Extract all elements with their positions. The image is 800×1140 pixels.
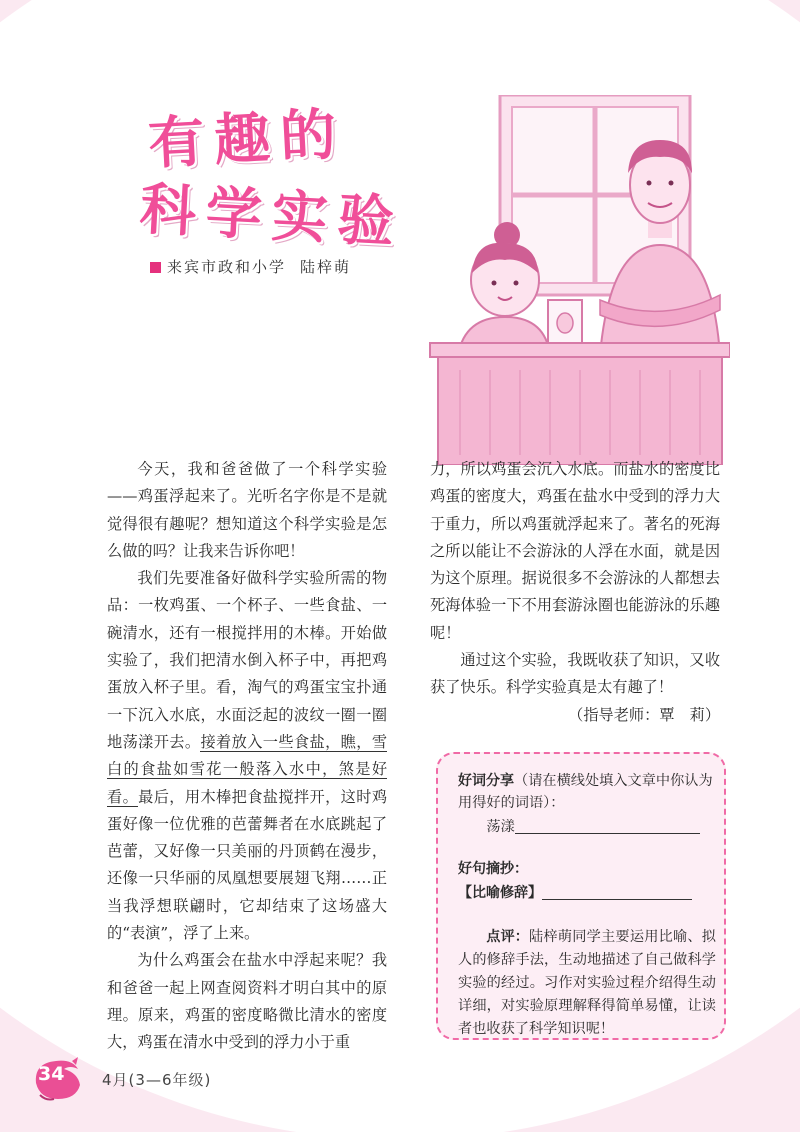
good-sentence-blank bbox=[542, 883, 692, 900]
article-paragraph-2 bbox=[107, 565, 387, 947]
review-section bbox=[458, 926, 716, 1041]
good-words-hint: （请在横线处填入文章中你认为用得好的词语）： bbox=[458, 773, 713, 811]
byline bbox=[150, 256, 351, 277]
article-paragraph-4: 通过这个实验，我既收获了知识，又收获了快乐。科学实验真是太有趣了！ bbox=[430, 651, 720, 697]
article-column-right bbox=[430, 456, 720, 729]
review-label: 点评： bbox=[486, 929, 530, 945]
review-text: 陆梓萌同学主要运用比喻、拟人的修辞手法，生动地描述了自己做科学实验的经过。习作对实验过程介绍得生动详细，对实验原理解释得简单易懂，让读者也收获了科学知识呢！ bbox=[458, 929, 716, 1037]
article-column-left bbox=[107, 456, 387, 1057]
article-paragraph-1: 今天，我和爸爸做了一个科学实验——鸡蛋浮起来了。光听名字你是不是就觉得很有趣呢？想知道这个科学实验是怎么做的吗？让我来告诉你吧！ bbox=[107, 460, 387, 560]
good-sentence-row bbox=[458, 882, 716, 904]
title-line-1: 有趣的 bbox=[146, 101, 348, 178]
good-sentence-tag: 【比喻修辞】 bbox=[458, 885, 542, 901]
illustration-father-daughter-experiment bbox=[420, 95, 730, 465]
title-line-2: 科学实验 bbox=[138, 177, 406, 256]
article-paragraph-3-continued: 力，所以鸡蛋会沉入水底。而盐水的密度比鸡蛋的密度大，鸡蛋在盐水中受到的浮力大于重力，所以鸡蛋就浮起来了。著名的死海之所以能让不会游泳的人浮在水面，就是因为这个原理。据说很多不会游泳的人都想去死海体验一下不用套游泳圈也能游泳的乐趣呢！ bbox=[430, 460, 720, 642]
byline-square-icon bbox=[150, 262, 161, 273]
page-number: 34 bbox=[38, 1063, 65, 1085]
byline-author: 陆梓萌 bbox=[300, 258, 352, 276]
underlined-sentence: 接着放入一些食盐，瞧，雪白的食盐如雪花一般落入水中，煞是好看。 bbox=[107, 732, 388, 806]
teacher-credit: （指导老师：覃 莉） bbox=[568, 705, 720, 724]
article-paragraph-3: 为什么鸡蛋会在盐水中浮起来呢？我和爸爸一起上网查阅资料才明白其中的原理。原来，鸡蛋的密度略微比清水的密度大，鸡蛋在清水中受到的浮力小于重 bbox=[107, 951, 387, 1052]
notes-box bbox=[436, 752, 726, 1040]
good-word: 荡漾 bbox=[486, 819, 515, 835]
good-word-blank bbox=[515, 817, 700, 834]
good-words-section bbox=[458, 770, 716, 814]
paragraph-2-start: 我们先要准备好做科学实验所需的物品：一枚鸡蛋、一个杯子、一些食盐、一碗清水，还有一根搅拌用的木棒。开始做实验了，我们把清水倒入杯子中，再把鸡蛋放入杯子里。看，淘气的鸡蛋宝宝扑通一下沉入水底，水面泛起的波纹一圈一圈地荡漾开去。 bbox=[107, 569, 387, 751]
paragraph-2-end: 最后，用木棒把食盐搅拌开，这时鸡蛋好像一位优雅的芭蕾舞者在水底跳起了芭蕾，又好像一只美丽的丹顶鹤在漫步，还像一只华丽的凤凰想要展翅飞翔……正当我浮想联翩时，它却结束了这场盛大的“表演”，浮了上来。 bbox=[107, 787, 388, 943]
good-word-row bbox=[458, 816, 716, 838]
byline-school: 来宾市政和小学 bbox=[167, 258, 287, 276]
good-sentence-label: 好句摘抄： bbox=[458, 861, 528, 877]
good-words-label: 好词分享 bbox=[458, 773, 514, 789]
good-sentence-section bbox=[458, 858, 716, 880]
issue-label: 4月(3—6年级) bbox=[102, 1071, 212, 1089]
page-footer bbox=[32, 1055, 332, 1105]
